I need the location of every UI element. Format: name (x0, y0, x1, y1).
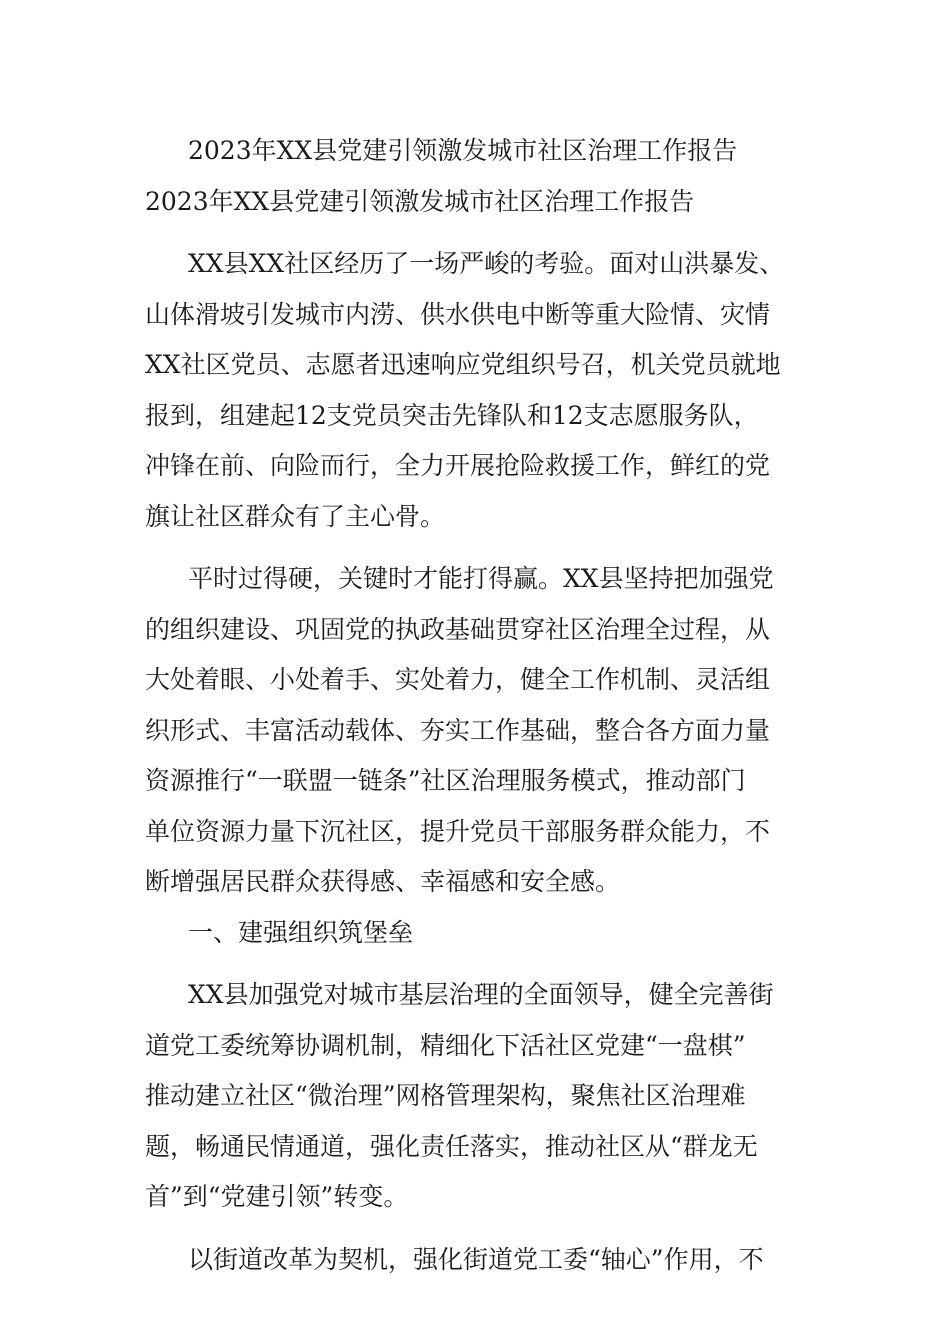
paragraph-line: 大处着眼、小处着手、实处着力，健全工作机制、灵活组 (145, 665, 771, 694)
paragraph-overview (145, 554, 810, 908)
paragraph-section-one (145, 970, 810, 1223)
paragraph-line: 山体滑坡引发城市内涝、供水供电中断等重大险情、灾情 (145, 299, 771, 329)
paragraph-line: 道党工委统筹协调机制，精细化下活社区党建“一盘棋” (145, 1030, 746, 1060)
paragraph-line: 的组织建设、巩固党的执政基础贯穿社区治理全过程，从 (145, 614, 771, 644)
paragraph-line: 以街道改革为契机，强化街道党工委“轴心”作用，不 (188, 1244, 764, 1274)
paragraph-line: 旗让社区群众有了主心骨。 (145, 501, 446, 531)
paragraph-line: 资源推行“一联盟一链条”社区治理服务模式，推动部门 (145, 766, 746, 795)
paragraph-line: 首”到“党建引领”转变。 (145, 1182, 409, 1211)
document-body (145, 126, 810, 1285)
section-heading: 一、建强组织筑堡垒 (188, 917, 414, 947)
paragraph-line: 平时过得硬，关键时才能打得赢。XX县坚持把加强党 (188, 564, 774, 593)
paragraph-line: 单位资源力量下沉社区，提升党员干部服务群众能力，不 (145, 816, 771, 846)
paragraph-line: 织形式、丰富活动载体、夯实工作基础，整合各方面力量 (145, 715, 771, 745)
paragraph-reform (145, 1235, 810, 1286)
document-title: 2023年XX县党建引领激发城市社区治理工作报告 (188, 136, 738, 165)
paragraph-line: 断增强居民群众获得感、幸福感和安全感。 (145, 867, 621, 896)
paragraph-line: XX社区党员、志愿者迅速响应党组织号召，机关党员就地 (145, 350, 781, 379)
paragraph-intro (145, 239, 810, 542)
paragraph-line: 报到，组建起12支党员突击先锋队和12支志愿服务队， (145, 400, 759, 430)
document-title-repeat: 2023年XX县党建引领激发城市社区治理工作报告 (145, 186, 695, 216)
paragraph-line: XX县XX社区经历了一场严峻的考验。面对山洪暴发、 (188, 249, 785, 278)
paragraph-line: XX县加强党对城市基层治理的全面领导，健全完善街 (188, 980, 774, 1009)
paragraph-line: 题，畅通民情通道，强化责任落实，推动社区从“群龙无 (145, 1131, 758, 1161)
paragraph-line: 推动建立社区“微治理”网格管理架构，聚焦社区治理难 (145, 1081, 746, 1110)
paragraph-line: 冲锋在前、向险而行，全力开展抢险救援工作，鲜红的党 (145, 451, 771, 480)
